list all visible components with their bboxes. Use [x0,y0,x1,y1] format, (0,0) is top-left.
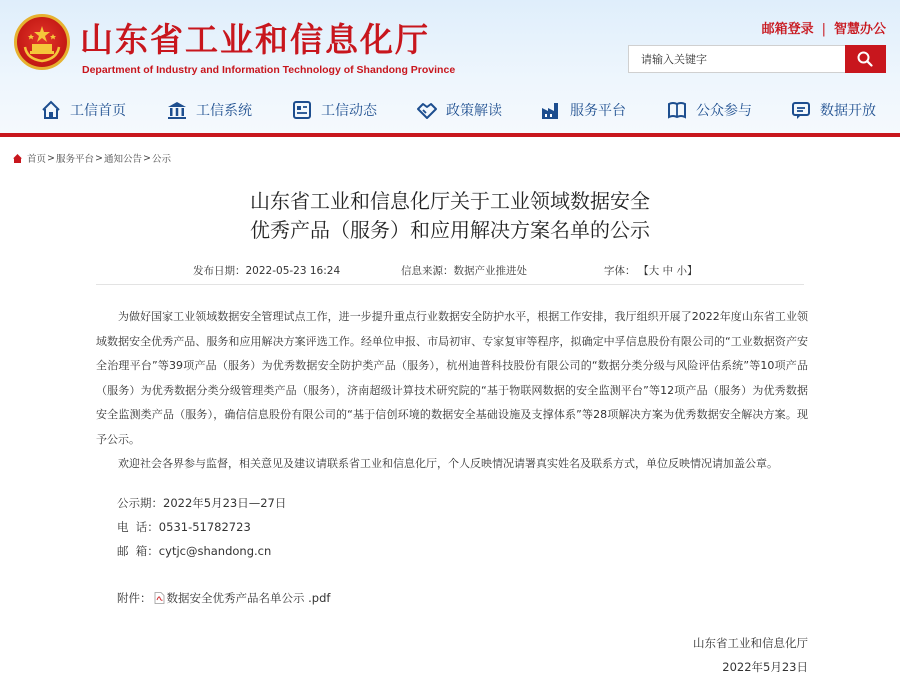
top-links [762,18,886,37]
national-emblem-icon [14,14,70,70]
site-subtitle: Department of Industry and Information Technology of Shandong Province [82,64,456,76]
breadcrumb-separator: > [142,152,151,164]
publish-date [193,263,340,278]
breadcrumb [12,151,171,165]
search-button[interactable] [845,45,886,73]
font-size-bracket-open: 【 [643,265,649,277]
info-source-label: 信息来源： [401,265,454,277]
font-size-label: 字体： [604,265,636,277]
nav-public[interactable] [666,98,752,122]
nav-label: 工信动态 [321,103,377,119]
breadcrumb-home[interactable]: 首页 [27,154,47,165]
attachment-label: 附件： [117,591,152,605]
link-separator: | [821,22,826,37]
search-icon [857,51,873,67]
nav-label: 工信系统 [196,103,252,119]
site-header [0,0,900,133]
font-size-medium[interactable]: 中 [662,265,674,277]
paragraph-1: 为做好国家工业领域数据安全管理试点工作，进一步提升重点行业数据安全防护水平，根据工作安排，我厅组织开展了2022年度山东省工业领域数据安全优秀产品、服务和应用解决方案评选工作。经单位申报、市局初审、专家复审等程序，拟确定中孚信息股份有限公司的“工业数据资产安全治理平台”等39项产品（服务）为优秀数据安全防护类产品（服务），杭州迪普科技股份有限公司的“数据分类分级与风险评估系统”等10项产品（服务）为优秀数据分类分级管理类产品（服务），济南超级计算技术研究院的“基于物联网数据的安全监测平台”等12项产品（服务）为优秀数据安全监测类产品（服务），确信信息股份有限公司的“基于信创环境的数据安全基础设施及支撑体系”等28项解决方案为优秀数据安全解决方案。现予公示。 [96,310,808,446]
nav-policy[interactable] [416,98,502,122]
chat-icon [790,99,812,121]
font-size-small[interactable]: 小 [676,265,687,277]
nav-label: 数据开放 [820,103,876,119]
breadcrumb-current[interactable]: 公示 [151,154,171,165]
meta-divider [96,284,804,285]
factory-icon [540,99,562,121]
nav-service[interactable] [540,98,626,122]
building-icon [166,99,188,121]
house-icon [40,99,62,121]
notice-period: 公示期：2022年5月23日—27日 [117,496,287,510]
contact-phone: 电 话：0531-51782723 [117,520,251,534]
nav-system[interactable] [166,98,252,122]
nav-label: 公众参与 [696,103,752,119]
contact-email: 邮 箱：cytjc@shandong.cn [117,544,272,558]
site-title: 山东省工业和信息化厅 [80,20,430,59]
signature-date: 2022年5月23日 [722,660,808,674]
font-size-bracket-close: 】 [686,265,698,277]
font-size-control [604,263,697,278]
home-icon [12,153,23,164]
main-nav [0,92,900,128]
nav-label: 政策解读 [446,103,502,119]
breadcrumb-service[interactable]: 服务平台 [55,154,94,165]
publish-date-value: 2022-05-23 16:24 [245,265,341,277]
handshake-icon [416,99,438,121]
article-title-line1: 山东省工业和信息化厅关于工业领域数据安全 [250,189,650,213]
news-icon [291,99,313,121]
attachment [117,590,330,606]
search-input[interactable] [629,46,847,72]
nav-data[interactable] [790,98,876,122]
smart-office-link[interactable]: 智慧办公 [833,22,886,37]
breadcrumb-notice[interactable]: 通知公告 [103,154,142,165]
header-divider [0,133,900,137]
publish-date-label: 发布日期： [193,265,246,277]
nav-label: 工信首页 [70,103,126,119]
nav-label: 服务平台 [570,103,626,119]
info-source-value: 数据产业推进处 [453,265,527,277]
search-box [628,45,886,73]
article-title [0,187,900,245]
font-size-large[interactable]: 大 [648,265,660,277]
book-icon [666,99,688,121]
mail-login-link[interactable]: 邮箱登录 [761,22,814,37]
article-body [96,305,808,477]
paragraph-2: 欢迎社会各界参与监督，相关意见及建议请联系省工业和信息化厅，个人反映情况请署真实姓名及联系方式，单位反映情况请加盖公章。 [118,457,778,470]
breadcrumb-separator: > [47,152,55,164]
signature-org: 山东省工业和信息化厅 [693,636,808,650]
breadcrumb-separator: > [95,152,103,164]
article-title-line2: 优秀产品（服务）和应用解决方案名单的公示 [250,218,650,242]
nav-home[interactable] [40,98,126,122]
pdf-icon [154,592,165,604]
nav-news[interactable] [291,98,377,122]
attachment-link[interactable]: 数据安全优秀产品名单公示 .pdf [166,591,331,605]
info-source [401,263,527,278]
